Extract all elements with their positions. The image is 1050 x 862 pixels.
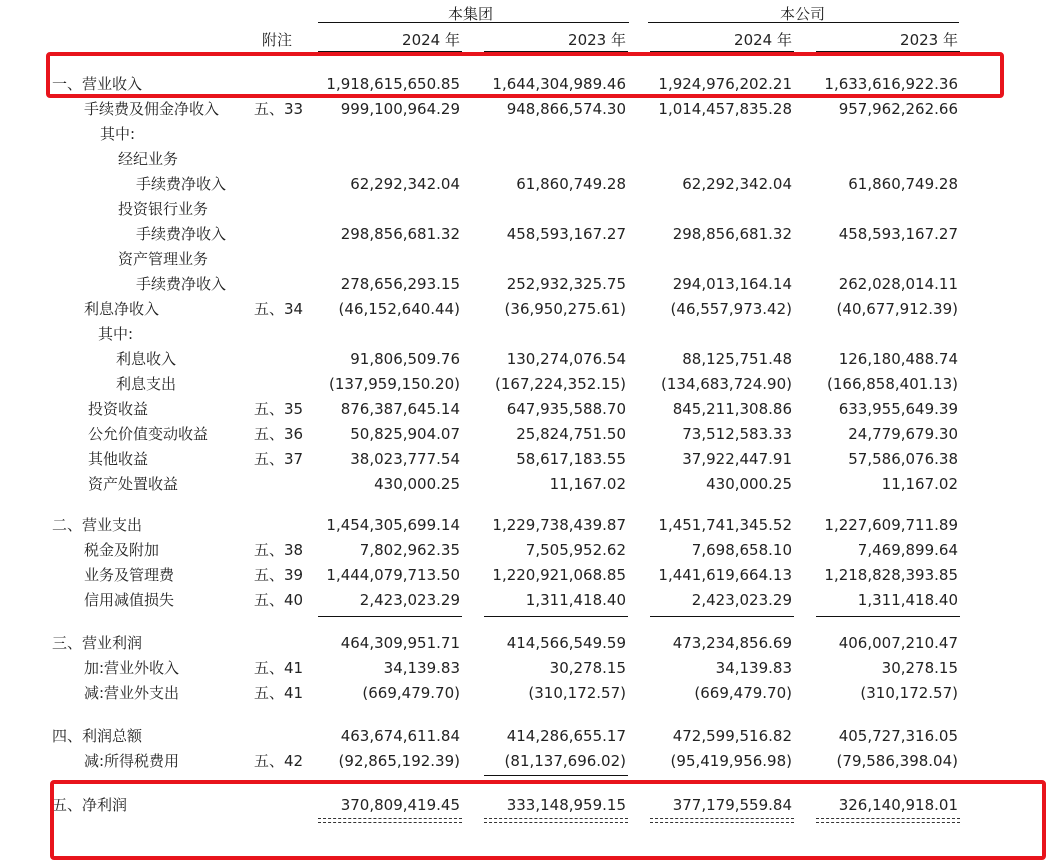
header-company-rule [648, 22, 959, 23]
row-value: 1,311,418.40 [525, 591, 626, 609]
header-company-2024: 2024 年 [734, 31, 792, 49]
row-value: 62,292,342.04 [682, 175, 792, 193]
row-value: 333,148,959.15 [506, 796, 626, 814]
row-value: 130,274,076.54 [506, 350, 626, 368]
row-value: 262,028,014.11 [838, 275, 958, 293]
row-value: 2,423,023.29 [691, 591, 792, 609]
row-value: 326,140,918.01 [838, 796, 958, 814]
row-value: 38,023,777.54 [350, 450, 460, 468]
row-value: (669,479.70) [362, 684, 460, 702]
row-note: 五、34 [254, 300, 304, 318]
row-value: 7,505,952.62 [525, 541, 626, 559]
row-label: 利息收入 [116, 350, 177, 368]
row-value: 377,179,559.84 [672, 796, 792, 814]
row-value: 30,278.15 [549, 659, 626, 677]
row-value: 370,809,419.45 [340, 796, 460, 814]
row-value: 2,423,023.29 [359, 591, 460, 609]
row-value: 57,586,076.38 [848, 450, 958, 468]
row-label: 减:所得税费用 [84, 752, 180, 770]
row-note: 五、35 [254, 400, 304, 418]
row-value: 11,167.02 [549, 475, 626, 493]
row-value: 405,727,316.05 [838, 727, 958, 745]
row-value: 1,644,304,989.46 [492, 75, 626, 93]
row-value: 948,866,574.30 [506, 100, 626, 118]
highlight-box-net-profit [50, 780, 1046, 860]
row-value: 845,211,308.86 [672, 400, 792, 418]
row-value: (669,479.70) [694, 684, 792, 702]
row-value: 957,962,262.66 [838, 100, 958, 118]
header-group-rule [318, 22, 629, 23]
row-label: 手续费及佣金净收入 [84, 100, 220, 118]
row-label: 利息支出 [116, 375, 177, 393]
row-note: 五、33 [254, 100, 304, 118]
row-note: 五、41 [254, 659, 304, 677]
header-company-2023: 2023 年 [900, 31, 958, 49]
row-label: 信用减值损失 [84, 591, 175, 609]
row-value: 633,955,649.39 [838, 400, 958, 418]
row-value: 876,387,645.14 [340, 400, 460, 418]
row-value: 58,617,183.55 [516, 450, 626, 468]
row-label: 其中: [100, 125, 136, 143]
row-value: 1,924,976,202.21 [658, 75, 792, 93]
row-label: 手续费净收入 [136, 275, 227, 293]
row-value: 298,856,681.32 [340, 225, 460, 243]
row-value: 1,451,741,345.52 [658, 516, 792, 534]
row-value: 7,802,962.35 [359, 541, 460, 559]
row-value: 30,278.15 [881, 659, 958, 677]
header-group-2023: 2023 年 [568, 31, 626, 49]
row-value: (310,172.57) [528, 684, 626, 702]
row-value: (166,858,401.13) [827, 375, 958, 393]
row-value: 1,227,609,711.89 [824, 516, 958, 534]
row-note: 五、39 [254, 566, 304, 584]
row-label: 手续费净收入 [136, 225, 227, 243]
row-value: 1,311,418.40 [857, 591, 958, 609]
row-label: 税金及附加 [84, 541, 160, 559]
row-value: 414,566,549.59 [506, 634, 626, 652]
subtotal-rule [484, 616, 628, 617]
row-value: 1,444,079,713.50 [326, 566, 460, 584]
row-value: 73,512,583.33 [682, 425, 792, 443]
row-value: 414,286,655.17 [506, 727, 626, 745]
row-value: (167,224,352.15) [495, 375, 626, 393]
header-group: 本集团 [448, 5, 494, 23]
row-label: 四、利润总额 [52, 727, 143, 745]
row-label: 其他收益 [88, 450, 149, 468]
row-note: 五、38 [254, 541, 304, 559]
row-label: 利息净收入 [84, 300, 160, 318]
row-value: 126,180,488.74 [838, 350, 958, 368]
row-value: 430,000.25 [706, 475, 792, 493]
row-label: 三、营业利润 [52, 634, 143, 652]
subtotal-rule [650, 616, 794, 617]
row-value: (92,865,192.39) [338, 752, 460, 770]
row-note: 五、42 [254, 752, 304, 770]
row-label: 二、营业支出 [52, 516, 143, 534]
row-label: 资产处置收益 [88, 475, 179, 493]
subtotal-rule [484, 775, 628, 776]
subtotal-rule [816, 616, 960, 617]
row-value: 406,007,210.47 [838, 634, 958, 652]
row-value: 1,218,828,393.85 [824, 566, 958, 584]
row-label: 一、营业收入 [52, 75, 143, 93]
row-label: 五、净利润 [52, 796, 128, 814]
row-value: 458,593,167.27 [838, 225, 958, 243]
row-value: 88,125,751.48 [682, 350, 792, 368]
row-value: 61,860,749.28 [516, 175, 626, 193]
row-value: 1,220,921,068.85 [492, 566, 626, 584]
row-value: 50,825,904.07 [350, 425, 460, 443]
row-value: 1,633,616,922.36 [824, 75, 958, 93]
row-label: 投资收益 [88, 400, 149, 418]
row-value: 1,441,619,664.13 [658, 566, 792, 584]
header-group-2024: 2024 年 [402, 31, 460, 49]
row-value: (81,137,696.02) [504, 752, 626, 770]
row-value: 298,856,681.32 [672, 225, 792, 243]
row-value: (46,557,973.42) [670, 300, 792, 318]
row-value: 430,000.25 [374, 475, 460, 493]
row-label: 业务及管理费 [84, 566, 175, 584]
row-value: (134,683,724.90) [661, 375, 792, 393]
row-value: 61,860,749.28 [848, 175, 958, 193]
header-company: 本公司 [780, 5, 826, 23]
row-value: 458,593,167.27 [506, 225, 626, 243]
row-value: 252,932,325.75 [506, 275, 626, 293]
row-label: 加:营业外收入 [84, 659, 180, 677]
row-value: 25,824,751.50 [516, 425, 626, 443]
row-label: 手续费净收入 [136, 175, 227, 193]
row-value: 278,656,293.15 [340, 275, 460, 293]
row-note: 五、41 [254, 684, 304, 702]
row-value: 37,922,447.91 [682, 450, 792, 468]
row-label: 资产管理业务 [118, 250, 209, 268]
row-value: (36,950,275.61) [504, 300, 626, 318]
row-value: 62,292,342.04 [350, 175, 460, 193]
row-label: 其中: [98, 325, 134, 343]
row-value: 7,469,899.64 [857, 541, 958, 559]
row-value: (79,586,398.04) [836, 752, 958, 770]
highlight-box-revenue [46, 52, 1004, 98]
row-label: 经纪业务 [118, 150, 179, 168]
row-value: (137,959,150.20) [329, 375, 460, 393]
row-value: 473,234,856.69 [672, 634, 792, 652]
row-note: 五、37 [254, 450, 304, 468]
row-value: 7,698,658.10 [691, 541, 792, 559]
row-value: 472,599,516.82 [672, 727, 792, 745]
row-value: 11,167.02 [881, 475, 958, 493]
row-value: 1,454,305,699.14 [326, 516, 460, 534]
row-value: (40,677,912.39) [836, 300, 958, 318]
row-label: 投资银行业务 [118, 200, 209, 218]
row-value: 1,918,615,650.85 [326, 75, 460, 93]
row-value: (310,172.57) [860, 684, 958, 702]
row-value: 999,100,964.29 [340, 100, 460, 118]
row-label: 公允价值变动收益 [88, 425, 209, 443]
row-value: 463,674,611.84 [340, 727, 460, 745]
row-label: 减:营业外支出 [84, 684, 180, 702]
row-value: 91,806,509.76 [350, 350, 460, 368]
row-value: (95,419,956.98) [670, 752, 792, 770]
row-value: 464,309,951.71 [340, 634, 460, 652]
header-note: 附注 [262, 31, 293, 49]
row-value: (46,152,640.44) [338, 300, 460, 318]
row-value: 34,139.83 [383, 659, 460, 677]
row-value: 294,013,164.14 [672, 275, 792, 293]
row-value: 1,229,738,439.87 [492, 516, 626, 534]
row-note: 五、40 [254, 591, 304, 609]
row-value: 1,014,457,835.28 [658, 100, 792, 118]
row-value: 34,139.83 [715, 659, 792, 677]
row-note: 五、36 [254, 425, 304, 443]
row-value: 24,779,679.30 [848, 425, 958, 443]
subtotal-rule [318, 616, 462, 617]
row-value: 647,935,588.70 [506, 400, 626, 418]
